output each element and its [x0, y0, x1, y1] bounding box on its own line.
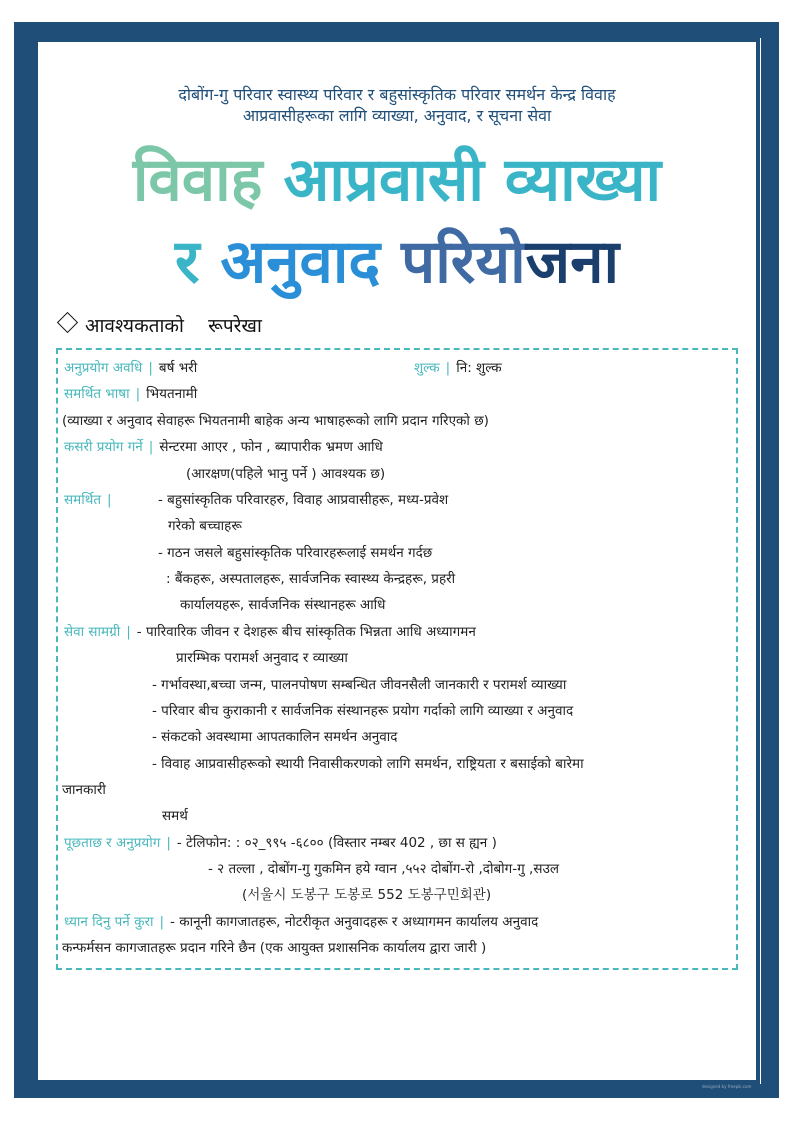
title-word: र — [174, 227, 200, 297]
how-label: कसरी प्रयोग गर्ने — [64, 439, 143, 455]
title-word: अनुवाद — [220, 227, 381, 297]
note-label: ध्यान दिनु पर्ने कुरा — [64, 914, 154, 930]
section-title-2: रूपरेखा — [208, 315, 262, 337]
how-row: कसरी प्रयोग गर्ने | सेन्टरमा आएर , फोन , ब्यापारीक भ्रमण आधि — [64, 439, 383, 455]
language-label: समर्थित भाषा — [64, 386, 130, 402]
service-label: सेवा सामग्री — [64, 624, 121, 640]
supported-item: - बहुसांस्कृतिक परिवारहरु, विवाह आप्रवासीहरू, मध्य-प्रवेश — [158, 492, 449, 508]
service-item: - संकटको अवस्थामा आपतकालिन समर्थन अनुवाद — [152, 729, 398, 745]
note-text: कन्फर्मसन कागजातहरू प्रदान गरिने छैन (एक आयुक्त प्रशासनिक कार्यालय द्वारा जारी ) — [62, 940, 487, 956]
service-item: - पारिवारिक जीवन र देशहरू बीच सांस्कृतिक भिन्नता आधि अध्यागमन — [136, 624, 476, 640]
period-value: बर्ष भरी — [158, 360, 198, 376]
service-item: समर्थ — [162, 808, 188, 824]
supported-item: - गठन जसले बहुसांस्कृतिक परिवारहरूलाई समर्थन गर्दछ — [158, 545, 433, 561]
supported-item: कार्यालयहरू, सार्वजनिक संस्थानहरू आधि — [180, 597, 386, 613]
title-word: परियो — [401, 227, 526, 297]
fee-label: शुल्क — [414, 360, 440, 376]
note-text: - कानूनी कागजातहरू, नोटरीकृत अनुवादहरू र अध्यागमन कार्यालय अनुवाद — [170, 914, 539, 930]
header-line-2: आप्रवासीहरूका लागि व्याख्या, अनुवाद, र सूचना सेवा — [242, 106, 552, 125]
section-heading — [56, 312, 262, 340]
supported-label: समर्थित — [64, 492, 102, 508]
title-word: आप्रवासी — [283, 145, 484, 215]
period-label: अनुप्रयोग अवधि — [64, 360, 143, 376]
language-value: भियतनामी — [146, 386, 198, 402]
designer-credit: designed by freepik.com — [702, 1084, 752, 1089]
how-note: (आरक्षण(पहिले भानु पर्ने ) आवश्यक छ) — [186, 466, 386, 482]
title-line-2 — [40, 220, 754, 304]
service-item: - परिवार बीच कुराकानी र सार्वजनिक संस्थानहरू प्रयोग गर्दाको लागि व्याख्या र अनुवाद — [152, 703, 574, 719]
inquiry-row: पूछताछ र अनुप्रयोग | - टेलिफोन: : ०२_९९५ -६८०० (विस्तार नम्बर 402 , छा स ह्यन ) — [64, 835, 497, 851]
inquiry-label: पूछताछ र अनुप्रयोग — [64, 835, 161, 851]
diamond-icon — [57, 312, 78, 333]
supported-row: समर्थित | — [64, 492, 112, 508]
title-word: विवाह — [132, 145, 263, 215]
title-word: जना — [525, 227, 620, 297]
service-row: सेवा सामग्री | - पारिवारिक जीवन र देशहरू बीच सांस्कृतिक भिन्नता आधि अध्यागमन — [64, 624, 476, 640]
service-item: जानकारी — [62, 782, 106, 798]
fee-row: शुल्क | नि: शुल्क — [414, 360, 502, 376]
service-item: - विवाह आप्रवासीहरूको स्थायी निवासीकरणको लागि समर्थन, राष्ट्रियता र बसाईको बारेमा — [152, 756, 584, 772]
language-row: समर्थित भाषा | भियतनामी — [64, 386, 198, 402]
section-title: आवश्यकताको — [85, 315, 184, 337]
title-line-1 — [40, 138, 754, 222]
supported-item: : बैंकहरू, अस्पतालहरू, सार्वजनिक स्वास्थ्य केन्द्रहरू, प्रहरी — [166, 571, 456, 587]
fee-value: नि: शुल्क — [456, 360, 502, 376]
language-note: (व्याख्या र अनुवाद सेवाहरू भियतनामी बाहेक अन्य भाषाहरूको लागि प्रदान गरिएको छ) — [62, 413, 489, 429]
header — [40, 84, 754, 126]
note-row: ध्यान दिनु पर्ने कुरा | - कानूनी कागजातहरू, नोटरीकृत अनुवादहरू र अध्यागमन कार्यालय अनुवाद — [64, 914, 539, 930]
inquiry-address-korean: (서울시 도봉구 도봉로 552 도봉구민회관) — [242, 887, 492, 903]
supported-item: गरेको बच्चाहरू — [168, 518, 242, 534]
inquiry-phone: - टेलिफोन: : ०२_९९५ -६८०० (विस्तार नम्बर 402 , छा स ह्यन ) — [176, 835, 497, 851]
header-line-1: दोबोंग-गु परिवार स्वास्थ्य परिवार र बहुसांस्कृतिक परिवार समर्थन केन्द्र विवाह — [178, 85, 616, 104]
service-item: - गर्भावस्था,बच्चा जन्म, पालनपोषण सम्बन्धित जीवनसैली जानकारी र परामर्श व्याख्या — [152, 677, 567, 693]
service-item: प्रारम्भिक परामर्श अनुवाद र व्याख्या — [176, 650, 348, 666]
period-row: अनुप्रयोग अवधि | बर्ष भरी — [64, 360, 198, 376]
title-word: व्याख्या — [504, 145, 662, 215]
inquiry-address: - २ तल्ला , दोबोंग-गु गुकमिन हये ग्वान ,५५२ दोबोंग-रो ,दोबोग-गु ,सउल — [208, 861, 559, 877]
how-value: सेन्टरमा आएर , फोन , ब्यापारीक भ्रमण आधि — [159, 439, 383, 455]
